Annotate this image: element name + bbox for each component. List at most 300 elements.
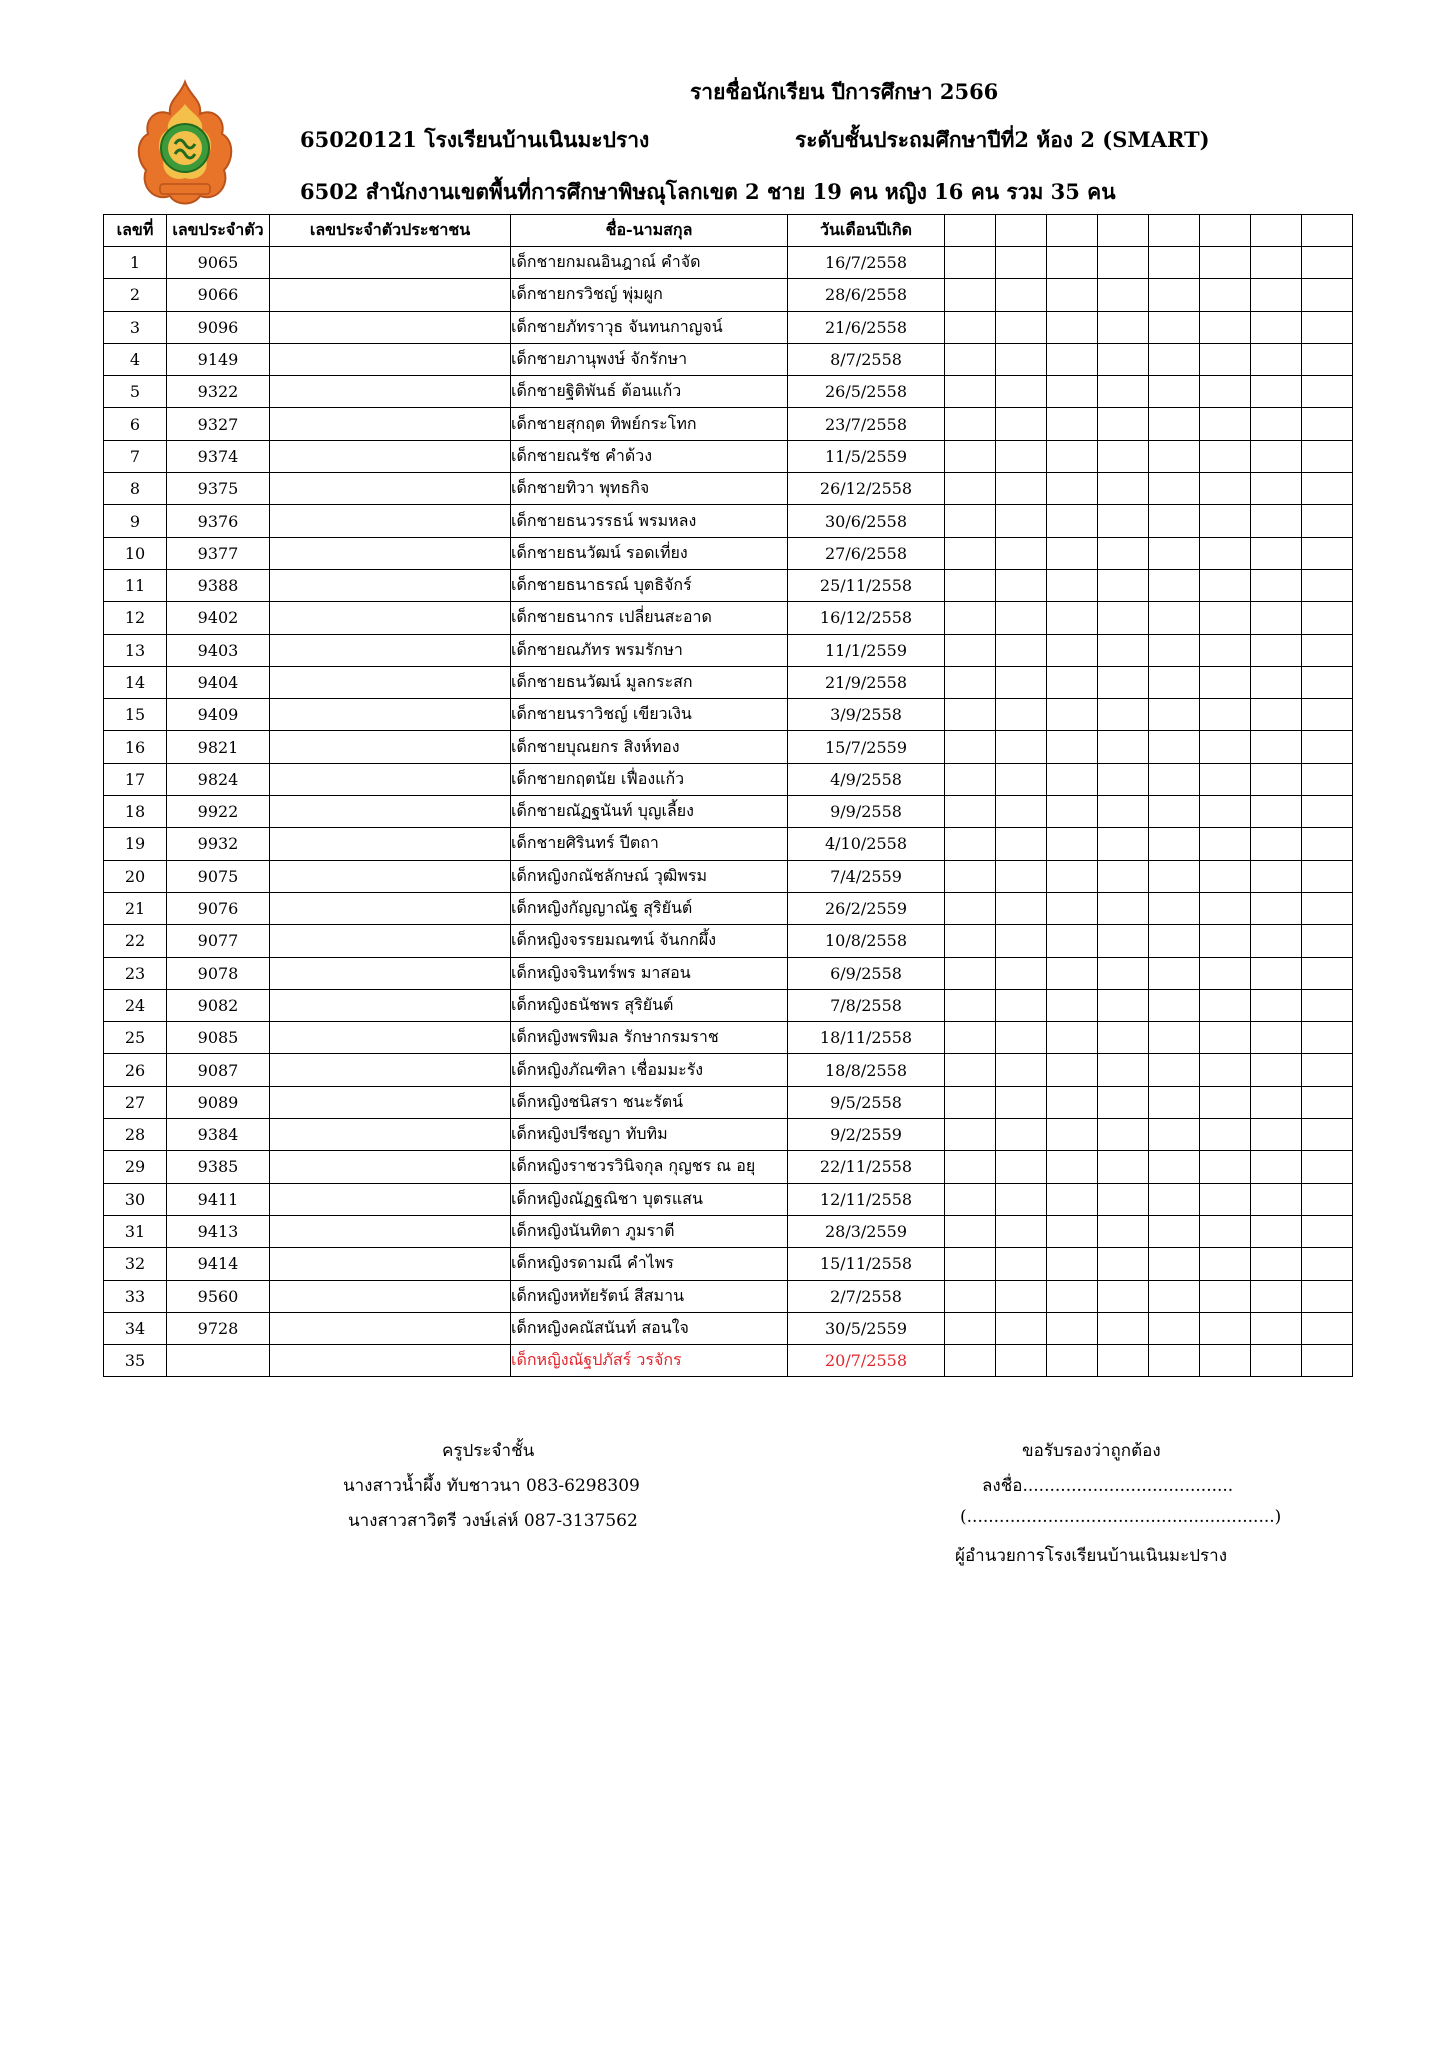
blank-cell <box>1098 796 1149 828</box>
blank-cell <box>996 440 1047 472</box>
blank-cell <box>1200 699 1251 731</box>
roster-body <box>104 247 1353 1377</box>
blank-cell <box>996 279 1047 311</box>
student-name: เด็กชายณภัทร พรมรักษา <box>511 634 788 666</box>
student-name: เด็กชายภัทราวุธ จันทนกาญจน์ <box>511 311 788 343</box>
table-row <box>104 892 1353 924</box>
blank-cell <box>1149 957 1200 989</box>
blank-cell <box>1200 537 1251 569</box>
citizen-id <box>270 634 511 666</box>
citizen-id <box>270 699 511 731</box>
citizen-id <box>270 440 511 472</box>
student-id: 9385 <box>167 1151 270 1183</box>
blank-cell <box>1200 343 1251 375</box>
birth-date: 25/11/2558 <box>788 569 945 601</box>
student-id: 9384 <box>167 1119 270 1151</box>
blank-cell <box>1302 569 1353 601</box>
blank-cell <box>1251 1183 1302 1215</box>
blank-cell <box>1251 473 1302 505</box>
blank-cell <box>945 634 996 666</box>
blank-cell <box>1200 1022 1251 1054</box>
birth-date: 30/5/2559 <box>788 1312 945 1344</box>
row-number: 1 <box>104 247 167 279</box>
student-name: เด็กหญิงภัณฑิลา เชื่อมมะรัง <box>511 1054 788 1086</box>
table-row <box>104 699 1353 731</box>
blank-cell <box>1251 1345 1302 1377</box>
blank-cell <box>1098 602 1149 634</box>
blank-cell <box>1149 634 1200 666</box>
blank-cell <box>1251 1215 1302 1247</box>
blank-cell <box>1251 1312 1302 1344</box>
table-row <box>104 1248 1353 1280</box>
blank-cell <box>945 892 996 924</box>
blank-cell <box>1200 634 1251 666</box>
blank-cell <box>1251 1151 1302 1183</box>
birth-date: 8/7/2558 <box>788 343 945 375</box>
blank-cell <box>1047 376 1098 408</box>
table-row <box>104 1022 1353 1054</box>
blank-cell <box>1302 1345 1353 1377</box>
blank-cell <box>1200 247 1251 279</box>
blank-cell <box>1047 1086 1098 1118</box>
citizen-id <box>270 925 511 957</box>
citizen-id <box>270 505 511 537</box>
blank-cell <box>1047 892 1098 924</box>
blank-cell <box>945 1022 996 1054</box>
blank-cell <box>1149 279 1200 311</box>
blank-cell <box>996 1248 1047 1280</box>
blank-cell <box>996 505 1047 537</box>
blank-cell <box>1251 796 1302 828</box>
blank-cell <box>1047 763 1098 795</box>
blank-cell <box>1047 1183 1098 1215</box>
row-number: 29 <box>104 1151 167 1183</box>
row-number: 17 <box>104 763 167 795</box>
birth-date: 26/12/2558 <box>788 473 945 505</box>
blank-cell <box>1149 699 1200 731</box>
student-id: 9403 <box>167 634 270 666</box>
blank-cell <box>1149 731 1200 763</box>
blank-cell <box>1200 505 1251 537</box>
table-row <box>104 279 1353 311</box>
blank-cell <box>1098 763 1149 795</box>
blank-cell <box>1302 1022 1353 1054</box>
citizen-id <box>270 1312 511 1344</box>
birth-date: 9/9/2558 <box>788 796 945 828</box>
blank-cell <box>1302 311 1353 343</box>
col-header-dob: วันเดือนปีเกิด <box>788 215 945 247</box>
table-row <box>104 989 1353 1021</box>
blank-cell <box>996 1119 1047 1151</box>
blank-cell <box>996 860 1047 892</box>
blank-cell <box>1098 1345 1149 1377</box>
citizen-id <box>270 1151 511 1183</box>
blank-cell <box>1302 1054 1353 1086</box>
blank-cell <box>945 1280 996 1312</box>
student-name: เด็กหญิงปรีชญา ทับทิม <box>511 1119 788 1151</box>
citizen-id <box>270 1280 511 1312</box>
blank-cell <box>1251 1086 1302 1118</box>
student-id: 9560 <box>167 1280 270 1312</box>
row-number: 21 <box>104 892 167 924</box>
student-id: 9414 <box>167 1248 270 1280</box>
col-header-blank <box>1098 215 1149 247</box>
blank-cell <box>1200 376 1251 408</box>
table-row <box>104 634 1353 666</box>
blank-cell <box>1302 957 1353 989</box>
blank-cell <box>1302 1312 1353 1344</box>
student-name: เด็กชายศิรินทร์ ปีตถา <box>511 828 788 860</box>
blank-cell <box>1098 731 1149 763</box>
student-id: 9078 <box>167 957 270 989</box>
student-id: 9824 <box>167 763 270 795</box>
table-row <box>104 343 1353 375</box>
student-id: 9077 <box>167 925 270 957</box>
blank-cell <box>1200 311 1251 343</box>
blank-cell <box>1047 666 1098 698</box>
blank-cell <box>1098 892 1149 924</box>
blank-cell <box>1047 1022 1098 1054</box>
blank-cell <box>1200 892 1251 924</box>
blank-cell <box>1251 731 1302 763</box>
blank-cell <box>1200 666 1251 698</box>
row-number: 35 <box>104 1345 167 1377</box>
blank-cell <box>1047 1151 1098 1183</box>
blank-cell <box>1047 699 1098 731</box>
row-number: 12 <box>104 602 167 634</box>
blank-cell <box>1200 1151 1251 1183</box>
blank-cell <box>1200 1215 1251 1247</box>
blank-cell <box>1149 666 1200 698</box>
blank-cell <box>1047 1345 1098 1377</box>
row-number: 20 <box>104 860 167 892</box>
blank-cell <box>1302 279 1353 311</box>
birth-date: 11/1/2559 <box>788 634 945 666</box>
student-name: เด็กชายกรวิชญ์ พุ่มผูก <box>511 279 788 311</box>
blank-cell <box>1047 925 1098 957</box>
blank-cell <box>996 699 1047 731</box>
student-name: เด็กชายธนากร เปลี่ยนสะอาด <box>511 602 788 634</box>
blank-cell <box>945 440 996 472</box>
birth-date: 15/11/2558 <box>788 1248 945 1280</box>
citizen-id <box>270 1183 511 1215</box>
student-id: 9402 <box>167 602 270 634</box>
blank-cell <box>1098 505 1149 537</box>
blank-cell <box>1149 860 1200 892</box>
row-number: 33 <box>104 1280 167 1312</box>
blank-cell <box>945 1151 996 1183</box>
blank-cell <box>945 311 996 343</box>
student-id <box>167 1345 270 1377</box>
row-number: 31 <box>104 1215 167 1247</box>
blank-cell <box>1047 1248 1098 1280</box>
blank-cell <box>945 1086 996 1118</box>
blank-cell <box>945 343 996 375</box>
birth-date: 10/8/2558 <box>788 925 945 957</box>
blank-cell <box>1098 1215 1149 1247</box>
student-name: เด็กชายสุกฤต ทิพย์กระโทก <box>511 408 788 440</box>
table-row <box>104 796 1353 828</box>
student-id: 9375 <box>167 473 270 505</box>
blank-cell <box>996 925 1047 957</box>
blank-cell <box>1251 279 1302 311</box>
table-row <box>104 505 1353 537</box>
col-header-blank <box>1047 215 1098 247</box>
row-number: 27 <box>104 1086 167 1118</box>
blank-cell <box>1200 1086 1251 1118</box>
row-number: 2 <box>104 279 167 311</box>
blank-cell <box>1200 925 1251 957</box>
blank-cell <box>945 699 996 731</box>
row-number: 7 <box>104 440 167 472</box>
student-id: 9728 <box>167 1312 270 1344</box>
blank-cell <box>1047 247 1098 279</box>
blank-cell <box>945 1054 996 1086</box>
student-id: 9388 <box>167 569 270 601</box>
blank-cell <box>1251 505 1302 537</box>
blank-cell <box>1251 408 1302 440</box>
col-header-citizen-id: เลขประจำตัวประชาชน <box>270 215 511 247</box>
blank-cell <box>1200 569 1251 601</box>
blank-cell <box>1047 1054 1098 1086</box>
blank-cell <box>1251 537 1302 569</box>
student-id: 9322 <box>167 376 270 408</box>
birth-date: 22/11/2558 <box>788 1151 945 1183</box>
blank-cell <box>945 731 996 763</box>
blank-cell <box>945 473 996 505</box>
blank-cell <box>1047 1215 1098 1247</box>
citizen-id <box>270 796 511 828</box>
blank-cell <box>1302 537 1353 569</box>
blank-cell <box>996 828 1047 860</box>
citizen-id <box>270 1248 511 1280</box>
student-id: 9411 <box>167 1183 270 1215</box>
blank-cell <box>1098 989 1149 1021</box>
blank-cell <box>996 957 1047 989</box>
blank-cell <box>996 1345 1047 1377</box>
birth-date: 2/7/2558 <box>788 1280 945 1312</box>
blank-cell <box>1149 247 1200 279</box>
blank-cell <box>1251 343 1302 375</box>
blank-cell <box>1047 1312 1098 1344</box>
row-number: 19 <box>104 828 167 860</box>
table-row <box>104 247 1353 279</box>
blank-cell <box>945 957 996 989</box>
student-roster-table <box>103 214 1353 1377</box>
blank-cell <box>945 925 996 957</box>
citizen-id <box>270 763 511 795</box>
blank-cell <box>996 892 1047 924</box>
citizen-id <box>270 537 511 569</box>
blank-cell <box>1047 731 1098 763</box>
birth-date: 21/9/2558 <box>788 666 945 698</box>
student-id: 9065 <box>167 247 270 279</box>
blank-cell <box>996 602 1047 634</box>
birth-date: 15/7/2559 <box>788 731 945 763</box>
student-name: เด็กชายภานุพงษ์ จักรักษา <box>511 343 788 375</box>
blank-cell <box>1200 796 1251 828</box>
birth-date: 26/2/2559 <box>788 892 945 924</box>
table-row <box>104 763 1353 795</box>
blank-cell <box>1302 763 1353 795</box>
table-row <box>104 376 1353 408</box>
blank-cell <box>1047 957 1098 989</box>
blank-cell <box>1047 537 1098 569</box>
blank-cell <box>1098 408 1149 440</box>
blank-cell <box>1098 925 1149 957</box>
blank-cell <box>1149 505 1200 537</box>
certification-text: ขอรับรองว่าถูกต้อง <box>1022 1441 1161 1461</box>
blank-cell <box>996 796 1047 828</box>
class-level: ระดับชั้นประถมศึกษาปีที่2 ห้อง 2 (SMART) <box>795 127 1210 152</box>
blank-cell <box>1047 796 1098 828</box>
blank-cell <box>1098 1022 1149 1054</box>
blank-cell <box>1200 763 1251 795</box>
birth-date: 16/7/2558 <box>788 247 945 279</box>
homeroom-teacher-label: ครูประจำชั้น <box>442 1441 535 1461</box>
blank-cell <box>945 1345 996 1377</box>
citizen-id <box>270 957 511 989</box>
birth-date: 18/11/2558 <box>788 1022 945 1054</box>
citizen-id <box>270 311 511 343</box>
blank-cell <box>1098 957 1149 989</box>
blank-cell <box>945 666 996 698</box>
blank-cell <box>996 634 1047 666</box>
blank-cell <box>1098 1119 1149 1151</box>
blank-cell <box>1251 699 1302 731</box>
blank-cell <box>1200 440 1251 472</box>
student-id: 9821 <box>167 731 270 763</box>
col-header-blank <box>996 215 1047 247</box>
student-name: เด็กหญิงชนิสรา ชนะรัตน์ <box>511 1086 788 1118</box>
blank-cell <box>1149 408 1200 440</box>
blank-cell <box>1047 473 1098 505</box>
blank-cell <box>996 1215 1047 1247</box>
blank-cell <box>1251 376 1302 408</box>
student-id: 9082 <box>167 989 270 1021</box>
blank-cell <box>1251 634 1302 666</box>
blank-cell <box>1047 569 1098 601</box>
birth-date: 21/6/2558 <box>788 311 945 343</box>
row-number: 8 <box>104 473 167 505</box>
blank-cell <box>996 537 1047 569</box>
blank-cell <box>1098 473 1149 505</box>
student-name: เด็กชายกมณอินฎาณ์ คำจัด <box>511 247 788 279</box>
col-header-no: เลขที่ <box>104 215 167 247</box>
blank-cell <box>1302 828 1353 860</box>
blank-cell <box>1047 828 1098 860</box>
student-id: 9376 <box>167 505 270 537</box>
blank-cell <box>1149 343 1200 375</box>
blank-cell <box>1047 1119 1098 1151</box>
table-row <box>104 1151 1353 1183</box>
blank-cell <box>945 602 996 634</box>
birth-date: 4/10/2558 <box>788 828 945 860</box>
citizen-id <box>270 376 511 408</box>
blank-cell <box>945 1183 996 1215</box>
blank-cell <box>1251 989 1302 1021</box>
citizen-id <box>270 408 511 440</box>
row-number: 32 <box>104 1248 167 1280</box>
birth-date: 16/12/2558 <box>788 602 945 634</box>
table-row <box>104 1054 1353 1086</box>
row-number: 25 <box>104 1022 167 1054</box>
birth-date: 20/7/2558 <box>788 1345 945 1377</box>
blank-cell <box>1251 892 1302 924</box>
row-number: 28 <box>104 1119 167 1151</box>
birth-date: 26/5/2558 <box>788 376 945 408</box>
citizen-id <box>270 666 511 698</box>
birth-date: 9/2/2559 <box>788 1119 945 1151</box>
birth-date: 3/9/2558 <box>788 699 945 731</box>
blank-cell <box>1098 634 1149 666</box>
birth-date: 11/5/2559 <box>788 440 945 472</box>
blank-cell <box>945 247 996 279</box>
blank-cell <box>1200 1280 1251 1312</box>
blank-cell <box>1149 828 1200 860</box>
blank-cell <box>996 376 1047 408</box>
col-header-student-id: เลขประจำตัว <box>167 215 270 247</box>
blank-cell <box>1149 1119 1200 1151</box>
blank-cell <box>1200 860 1251 892</box>
student-id: 9374 <box>167 440 270 472</box>
blank-cell <box>1302 731 1353 763</box>
blank-cell <box>945 376 996 408</box>
student-name: เด็กชายธนวัฒน์ รอดเที่ยง <box>511 537 788 569</box>
student-name: เด็กชายทิวา พุทธกิจ <box>511 473 788 505</box>
blank-cell <box>1149 1345 1200 1377</box>
row-number: 30 <box>104 1183 167 1215</box>
blank-cell <box>1098 1054 1149 1086</box>
blank-cell <box>1251 1280 1302 1312</box>
row-number: 16 <box>104 731 167 763</box>
blank-cell <box>996 666 1047 698</box>
blank-cell <box>1302 1183 1353 1215</box>
blank-cell <box>945 1312 996 1344</box>
blank-cell <box>1098 247 1149 279</box>
birth-date: 18/8/2558 <box>788 1054 945 1086</box>
blank-cell <box>1302 440 1353 472</box>
table-row <box>104 860 1353 892</box>
blank-cell <box>1302 666 1353 698</box>
student-name: เด็กหญิงหทัยรัตน์ สีสมาน <box>511 1280 788 1312</box>
blank-cell <box>945 828 996 860</box>
blank-cell <box>1251 247 1302 279</box>
blank-cell <box>1302 1151 1353 1183</box>
birth-date: 4/9/2558 <box>788 763 945 795</box>
school-code-name: 65020121 โรงเรียนบ้านเนินมะปราง <box>300 127 650 152</box>
col-header-blank <box>1251 215 1302 247</box>
student-id: 9149 <box>167 343 270 375</box>
blank-cell <box>1149 989 1200 1021</box>
blank-cell <box>996 1151 1047 1183</box>
citizen-id <box>270 343 511 375</box>
blank-cell <box>1200 1119 1251 1151</box>
blank-cell <box>1047 505 1098 537</box>
blank-cell <box>1302 925 1353 957</box>
row-number: 15 <box>104 699 167 731</box>
blank-cell <box>996 1312 1047 1344</box>
row-number: 13 <box>104 634 167 666</box>
blank-cell <box>1302 892 1353 924</box>
blank-cell <box>945 860 996 892</box>
citizen-id <box>270 1086 511 1118</box>
student-name: เด็กหญิงจรินทร์พร มาสอน <box>511 957 788 989</box>
blank-cell <box>996 1183 1047 1215</box>
col-header-blank <box>1200 215 1251 247</box>
citizen-id <box>270 989 511 1021</box>
blank-cell <box>996 731 1047 763</box>
